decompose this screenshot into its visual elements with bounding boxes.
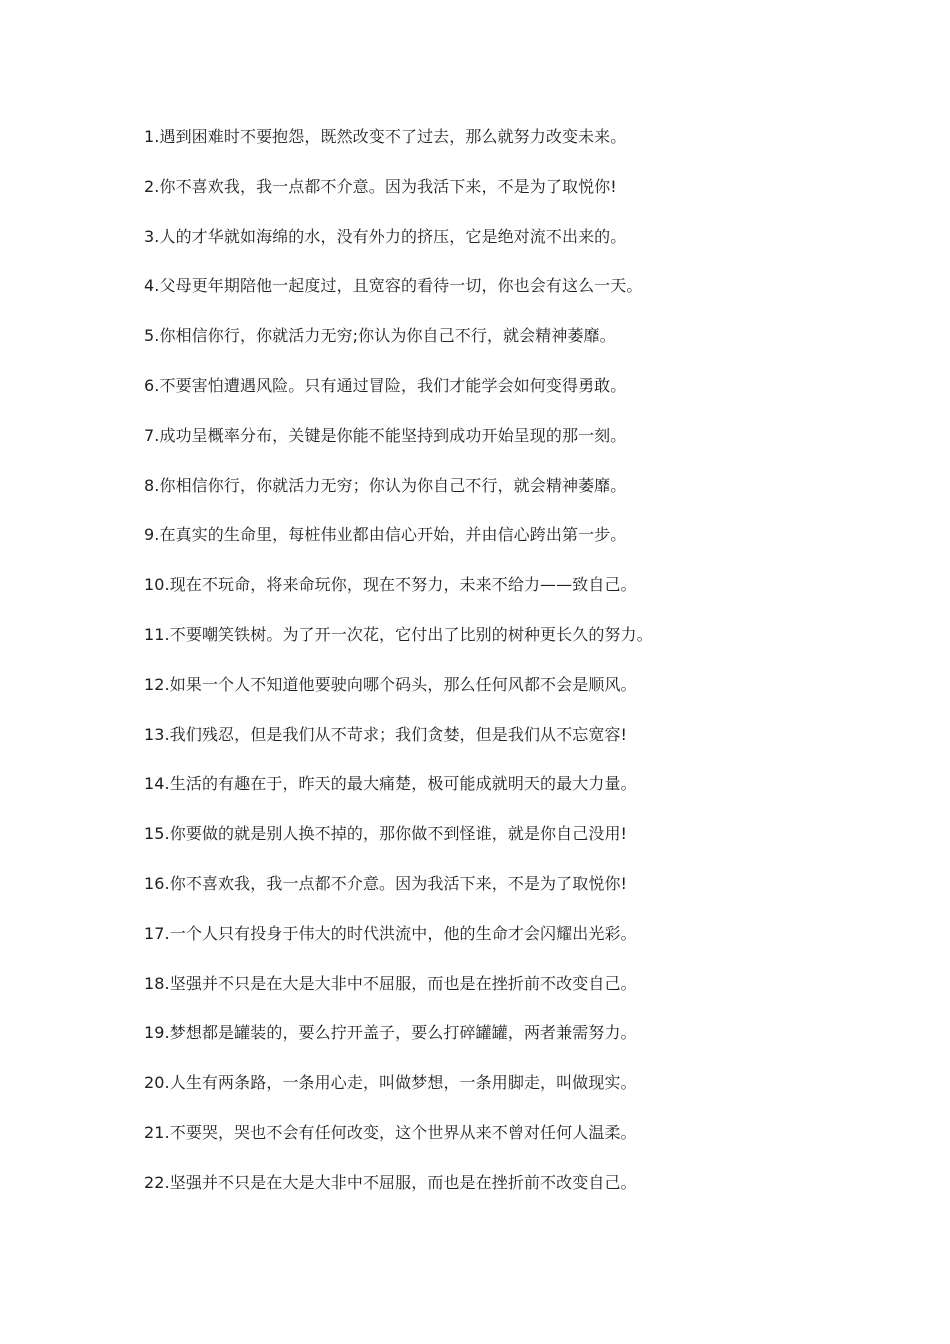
quote-item: 5.你相信你行，你就活力无穷;你认为你自己不行，就会精神萎靡。	[144, 326, 616, 346]
quote-item: 10.现在不玩命，将来命玩你，现在不努力，未来不给力——致自己。	[144, 575, 637, 595]
quote-item: 7.成功呈概率分布，关键是你能不能坚持到成功开始呈现的那一刻。	[144, 425, 627, 445]
quote-item: 18.坚强并不只是在大是大非中不屈服，而也是在挫折前不改变自己。	[144, 973, 637, 993]
quote-item: 19.梦想都是罐装的，要么拧开盖子，要么打碎罐罐，两者兼需努力。	[144, 1023, 637, 1043]
quote-item: 3.人的才华就如海绵的水，没有外力的挤压，它是绝对流不出来的。	[144, 226, 627, 246]
quote-item: 9.在真实的生命里，每桩伟业都由信心开始，并由信心跨出第一步。	[144, 525, 627, 545]
quote-item: 22.坚强并不只是在大是大非中不屈服，而也是在挫折前不改变自己。	[144, 1172, 637, 1192]
quote-item: 1.遇到困难时不要抱怨，既然改变不了过去，那么就努力改变未来。	[144, 127, 627, 146]
quote-item: 15.你要做的就是别人换不掉的，那你做不到怪谁，就是你自己没用!	[144, 824, 628, 844]
quote-item: 11.不要嘲笑铁树。为了开一次花，它付出了比别的树种更长久的努力。	[144, 624, 653, 644]
quote-item: 20.人生有两条路，一条用心走，叫做梦想，一条用脚走，叫做现实。	[144, 1073, 637, 1093]
quote-item: 8.你相信你行，你就活力无穷；你认为你自己不行，就会精神萎靡。	[144, 475, 627, 495]
quote-item: 16.你不喜欢我，我一点都不介意。因为我活下来，不是为了取悦你!	[144, 873, 628, 893]
quote-list	[144, 124, 844, 1220]
quote-item: 17.一个人只有投身于伟大的时代洪流中，他的生命才会闪耀出光彩。	[144, 923, 637, 943]
quote-item: 6.不要害怕遭遇风险。只有通过冒险，我们才能学会如何变得勇敢。	[144, 375, 627, 395]
quote-item: 4.父母更年期陪他一起度过，且宽容的看待一切，你也会有这么一天。	[144, 276, 643, 296]
quote-item: 21.不要哭，哭也不会有任何改变，这个世界从来不曾对任何人温柔。	[144, 1122, 637, 1142]
quote-item: 14.生活的有趣在于，昨天的最大痛楚，极可能成就明天的最大力量。	[144, 774, 637, 794]
quote-item: 13.我们残忍，但是我们从不苛求；我们贪婪，但是我们从不忘宽容!	[144, 724, 628, 744]
quote-item: 12.如果一个人不知道他要驶向哪个码头，那么任何风都不会是顺风。	[144, 674, 637, 694]
quote-item: 2.你不喜欢我，我一点都不介意。因为我活下来，不是为了取悦你!	[144, 176, 617, 196]
